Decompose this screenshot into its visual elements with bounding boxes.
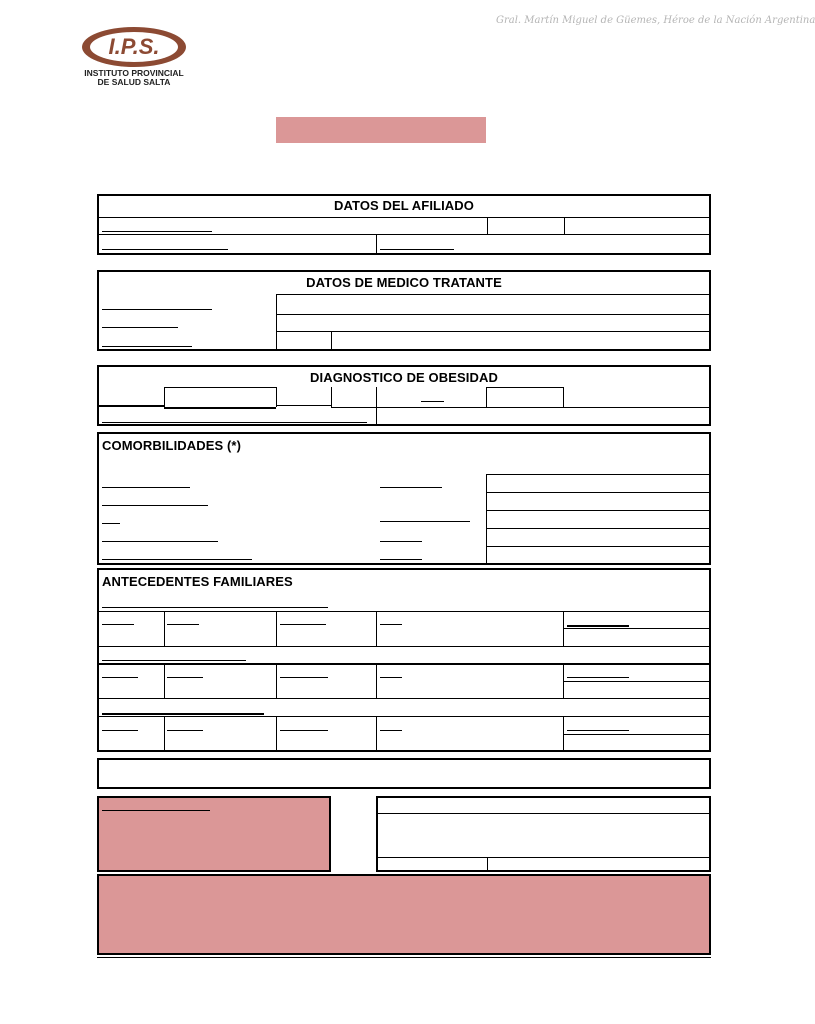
section-title-medico: DATOS DE MEDICO TRATANTE (306, 275, 502, 290)
field-underline (280, 624, 326, 625)
divider (276, 611, 277, 646)
section-antecedentes (97, 568, 711, 752)
field-underline (380, 487, 442, 488)
section-title-diagnostico: DIAGNOSTICO DE OBESIDAD (310, 370, 498, 385)
divider (99, 698, 709, 699)
field-underline (102, 422, 367, 423)
divider (164, 387, 165, 407)
field-underline (102, 607, 328, 608)
field-underline (102, 249, 228, 250)
field-underline (280, 677, 328, 678)
divider (563, 734, 709, 735)
divider (331, 387, 332, 407)
field-underline (380, 541, 422, 542)
logo-subtitle (76, 69, 192, 87)
field-underline (102, 730, 138, 731)
divider (276, 716, 277, 752)
divider (486, 387, 563, 388)
divider (164, 387, 276, 388)
field-underline (380, 730, 402, 731)
section-comorbilidades (97, 432, 711, 565)
divider (164, 407, 276, 409)
field-underline (380, 521, 470, 522)
section-title-comorbilidades: COMORBILIDADES (*) (102, 438, 242, 453)
divider (376, 716, 377, 752)
field-underline (280, 730, 328, 731)
divider (164, 611, 165, 646)
observations-field[interactable] (97, 758, 711, 789)
field-underline (167, 677, 203, 678)
divider (99, 663, 709, 665)
field-underline (102, 309, 212, 310)
field-underline (102, 713, 264, 715)
divider (486, 474, 487, 565)
divider (164, 663, 165, 698)
section-afiliado (97, 194, 711, 255)
divider (99, 217, 709, 218)
divider (486, 510, 709, 511)
divider (486, 528, 709, 529)
divider (376, 234, 377, 255)
field-underline (102, 541, 218, 542)
divider (486, 546, 709, 547)
divider (486, 387, 487, 407)
divider (276, 405, 331, 406)
divider (276, 331, 709, 332)
field-underline (102, 523, 120, 524)
divider (563, 628, 709, 629)
divider (99, 234, 709, 235)
divider (564, 217, 565, 234)
field-underline (380, 624, 402, 625)
divider (331, 407, 709, 408)
divider (331, 331, 332, 351)
divider (276, 314, 709, 315)
divider (378, 857, 709, 858)
bottom-rule (97, 957, 711, 958)
field-underline (102, 327, 178, 328)
divider (99, 716, 709, 717)
divider (276, 387, 277, 407)
form-title-field[interactable] (276, 117, 486, 143)
field-underline (102, 505, 208, 506)
divider (164, 716, 165, 752)
header-motto: Gral. Martín Miguel de Güemes, Héroe de la Nación Argentina (496, 15, 815, 26)
field-underline (380, 677, 402, 678)
divider (99, 646, 709, 647)
divider (378, 813, 709, 814)
field-underline (380, 559, 422, 560)
field-underline (102, 231, 212, 232)
field-underline (102, 677, 138, 678)
section-title-antecedentes: ANTECEDENTES FAMILIARES (102, 574, 293, 589)
logo-subtitle-line-1: INSTITUTO PROVINCIAL (84, 68, 184, 78)
field-underline (421, 401, 444, 402)
logo-text: I.P.S. (108, 34, 160, 59)
divider (276, 294, 277, 351)
divider (563, 681, 709, 682)
divider (99, 405, 164, 407)
divider (486, 474, 709, 475)
divider (276, 663, 277, 698)
divider (486, 492, 709, 493)
divider (376, 663, 377, 698)
divider (99, 611, 709, 612)
divider (487, 217, 488, 234)
field-underline (102, 346, 192, 347)
right-detail-box (376, 796, 711, 872)
bottom-notes-box[interactable] (97, 874, 711, 955)
field-underline (167, 624, 199, 625)
section-diagnostico (97, 365, 711, 426)
divider (563, 387, 564, 407)
field-underline (102, 487, 190, 488)
field-underline (380, 249, 454, 250)
field-underline (102, 660, 246, 661)
signature-box[interactable] (97, 796, 331, 872)
field-underline (102, 559, 252, 560)
field-underline (102, 624, 134, 625)
divider (376, 611, 377, 646)
section-medico (97, 270, 711, 351)
field-underline (567, 677, 629, 678)
field-underline (567, 730, 629, 731)
field-underline (102, 810, 210, 811)
divider (487, 857, 488, 872)
field-underline (167, 730, 203, 731)
logo-subtitle-line-2: DE SALUD SALTA (97, 77, 171, 87)
section-title-afiliado: DATOS DEL AFILIADO (334, 198, 474, 213)
field-underline (567, 625, 629, 627)
divider (276, 294, 709, 295)
